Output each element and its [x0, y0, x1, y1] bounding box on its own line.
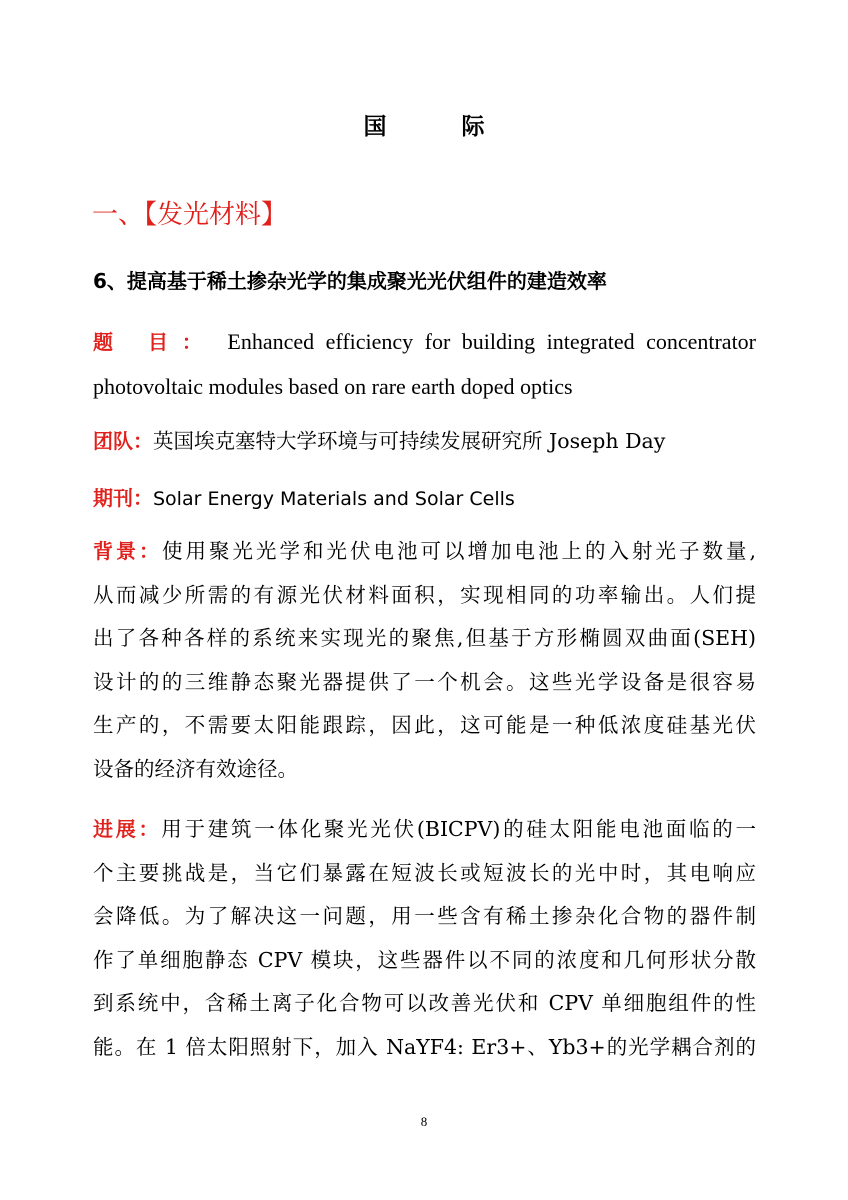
topic-label: 题 目：: [93, 330, 216, 354]
progress-line-5: 到系统中，含稀土离子化合物可以改善光伏和 CPV 单细胞组件的性: [93, 991, 756, 1015]
progress-line-1: 用于建筑一体化聚光光伏(BICPV)的硅太阳能电池面临的一: [161, 817, 756, 841]
progress-line-2: 个主要挑战是，当它们暴露在短波长或短波长的光中时，其电响应: [93, 860, 756, 885]
team-paragraph: [93, 420, 756, 464]
page-number: 8: [420, 1114, 428, 1129]
team-label: 团队：: [93, 429, 153, 453]
section-heading: 一、【发光材料】: [92, 200, 288, 230]
background-line-4: 设计的的三维静态聚光器提供了一个机会。这些光学设备是很容易: [93, 669, 756, 694]
article-title: 6、提高基于稀土掺杂光学的集成聚光光伏组件的建造效率: [93, 269, 607, 293]
topic-line-1: Enhanced efficiency for building integrated concentrator: [227, 329, 757, 354]
page-title: 国 际: [363, 114, 511, 140]
progress-line-3: 会降低。为了解决这一问题，用一些含有稀土掺杂化合物的器件制: [93, 904, 756, 928]
progress-paragraph: [93, 808, 756, 1069]
journal-label: 期刊：: [93, 486, 153, 510]
background-line-1: 使用聚光光学和光伏电池可以增加电池上的入射光子数量,: [162, 539, 757, 563]
topic-line-2: photovoltaic modules based on rare earth doped optics: [93, 373, 573, 399]
team-text: 英国埃克塞特大学环境与可持续发展研究所 Joseph Day: [153, 429, 666, 453]
progress-label: 进展：: [93, 817, 162, 841]
progress-line-4: 作了单细胞静态 CPV 模块，这些器件以不同的浓度和几何形状分散: [93, 947, 756, 972]
background-line-5: 生产的，不需要太阳能跟踪，因此，这可能是一种低浓度硅基光伏: [93, 713, 756, 737]
background-line-3: 出了各种各样的系统来实现光的聚焦,但基于方形椭圆双曲面(SEH): [93, 626, 756, 650]
background-paragraph: [93, 530, 756, 791]
journal-paragraph: [93, 477, 756, 522]
background-label: 背景：: [93, 539, 162, 563]
journal-text: Solar Energy Materials and Solar Cells: [153, 488, 515, 510]
background-line-6: 设备的经济有效途径。: [93, 756, 298, 781]
topic-paragraph: [93, 320, 756, 408]
progress-line-6: 能。在 1 倍太阳照射下，加入 NaYF4: Er3+、Yb3+的光学耦合剂的: [93, 1034, 756, 1059]
background-line-2: 从而减少所需的有源光伏材料面积，实现相同的功率输出。人们提: [93, 582, 756, 607]
